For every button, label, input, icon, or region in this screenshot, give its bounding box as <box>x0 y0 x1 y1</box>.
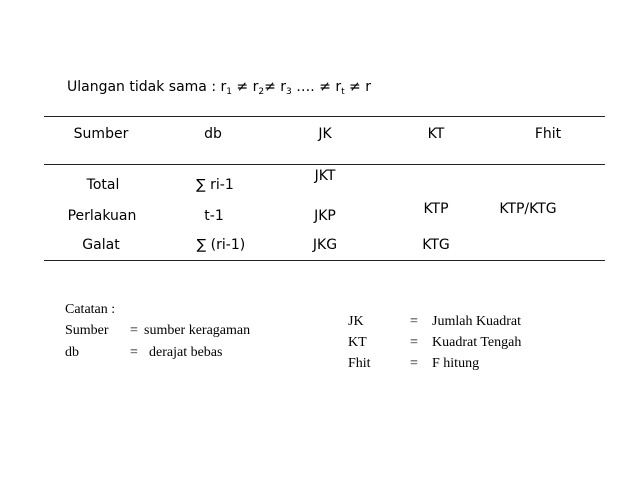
row-perlakuan-fhit: KTP/KTG <box>499 201 557 217</box>
note-def-kt: Kuadrat Tengah <box>432 335 522 350</box>
note-term-jk: JK <box>348 314 364 329</box>
heading-prefix: Ulangan tidak sama : r <box>67 79 227 95</box>
header-jk: JK <box>318 126 332 142</box>
subscript-2: 2 <box>258 87 265 97</box>
heading-neq-2: ≠ r <box>264 79 287 95</box>
subscript-3: 3 <box>286 87 292 97</box>
row-perlakuan-db: t-1 <box>204 208 224 224</box>
note-def-db: derajat bebas <box>149 345 223 360</box>
heading <box>67 79 371 95</box>
row-galat-jk: JKG <box>312 237 338 253</box>
row-total-db: ∑ ri-1 <box>196 177 234 193</box>
note-def-sumber: sumber keragaman <box>144 323 251 338</box>
row-galat-kt: KTG <box>422 237 450 253</box>
subscript-t: t <box>341 87 345 97</box>
notes-title: Catatan : <box>65 302 116 317</box>
note-eq-sumber: = <box>130 323 138 338</box>
note-eq-fhit: = <box>410 356 418 371</box>
heading-neq-1: ≠ r <box>231 79 259 95</box>
header-kt: KT <box>427 126 445 142</box>
note-eq-db: = <box>130 345 138 360</box>
table-top-rule <box>44 116 605 117</box>
table-bottom-rule <box>44 260 605 261</box>
note-term-kt: KT <box>348 335 367 350</box>
note-term-fhit: Fhit <box>348 356 371 371</box>
table-header-rule <box>44 164 605 165</box>
row-total-sumber: Total <box>86 177 120 193</box>
note-eq-kt: = <box>410 335 418 350</box>
note-term-db: db <box>65 345 79 360</box>
header-sumber: Sumber <box>73 126 129 142</box>
row-perlakuan-jk: JKP <box>314 208 336 224</box>
heading-mid: …. ≠ r <box>291 79 342 95</box>
note-eq-jk: = <box>410 314 418 329</box>
row-perlakuan-kt: KTP <box>423 201 449 217</box>
row-perlakuan-sumber: Perlakuan <box>67 208 137 224</box>
header-db: db <box>204 126 222 142</box>
note-def-jk: Jumlah Kuadrat <box>432 314 522 329</box>
note-def-fhit: F hitung <box>432 356 480 371</box>
row-galat-db: ∑ (ri-1) <box>196 237 246 253</box>
row-total-jk: JKT <box>314 168 336 184</box>
subscript-1: 1 <box>226 87 232 97</box>
header-fhit: Fhit <box>534 126 562 142</box>
note-term-sumber: Sumber <box>65 323 109 338</box>
row-galat-sumber: Galat <box>82 237 120 253</box>
heading-tail: ≠ r <box>344 79 371 95</box>
